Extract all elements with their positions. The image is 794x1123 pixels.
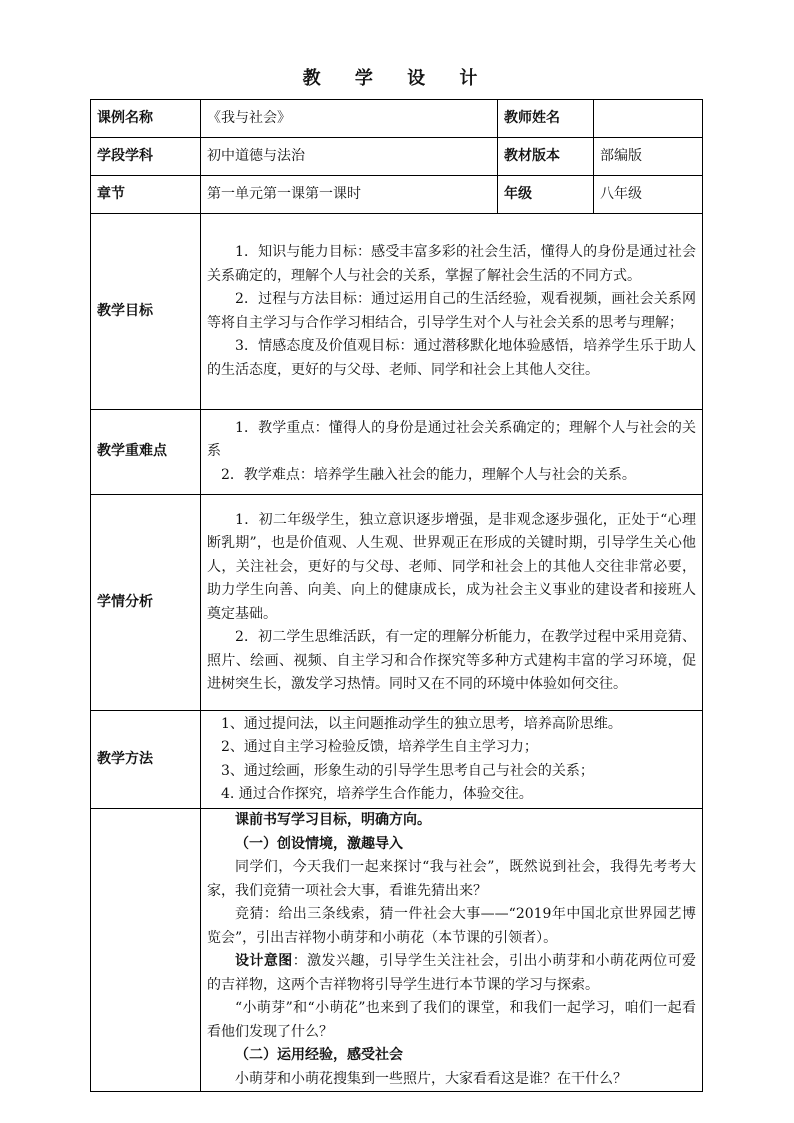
method-item: 1、通过提问法，以主问题推动学生的独立思考，培养高阶思维。 <box>221 715 622 732</box>
textbook-value: 部编版 <box>594 138 703 176</box>
process-section-heading: （一）创设情境，激趣导入 <box>235 835 403 852</box>
process-paragraph: 竞猜：给出三条线索，猜一件社会大事——“2019年中国北京世界园艺博览会”，引出吉祥物小萌芽和小萌花（本节课的引领者）。 <box>207 906 696 946</box>
key-point-item: 1．教学重点：懂得人的身份是通过社会关系确定的；理解个人与社会的关系 <box>207 419 696 460</box>
methods-label: 教学方法 <box>91 711 201 809</box>
objectives-label: 教学目标 <box>91 214 201 410</box>
objectives-content <box>201 214 703 410</box>
methods-content <box>201 711 703 809</box>
course-row <box>91 100 703 138</box>
course-name-value: 《我与社会》 <box>201 100 498 138</box>
process-intro: 课前书写学习目标，明确方向。 <box>235 812 431 828</box>
subject-label: 学段学科 <box>91 138 201 176</box>
method-item: 3、通过绘画，形象生动的引导学生思考自己与社会的关系； <box>221 762 594 779</box>
analysis-label: 学情分析 <box>91 495 201 711</box>
objective-item: 3．情感态度及价值观目标：通过潜移默化地体验感悟，培养学生乐于助人的生活态度，更好的与父母、老师、同学和社会上其他人交往。 <box>207 338 696 378</box>
analysis-item: 2．初二学生思维活跃，有一定的理解分析能力，在教学过程中采用竞猜、照片、绘画、视频、自主学习和合作探究等多种方式建构丰富的学习环境，促进树突生长，激发学习热情。同时又在不同的环境中体验如何交往。 <box>207 629 696 692</box>
objective-item: 2．过程与方法目标：通过运用自己的生活经验，观看视频，画社会关系网等将自主学习与合作学习相结合，引导学生对个人与社会关系的思考与理解； <box>207 291 696 331</box>
grade-label: 年级 <box>498 176 594 214</box>
analysis-row <box>91 495 703 711</box>
process-paragraph: “小萌芽”和“小萌花”也来到了我们的课堂，和我们一起学习，咱们一起看看他们发现了什么？ <box>207 1000 696 1040</box>
objectives-row <box>91 214 703 410</box>
design-intent-paragraph <box>207 950 696 997</box>
key-point-item: 2．教学难点：培养学生融入社会的能力，理解个人与社会的关系。 <box>221 466 636 483</box>
subject-value: 初中道德与法治 <box>201 138 498 176</box>
textbook-label: 教材版本 <box>498 138 594 176</box>
process-paragraph: 小萌芽和小萌花搜集到一些照片，大家看看这是谁？在干什么？ <box>235 1070 627 1087</box>
process-label <box>91 809 201 1092</box>
teacher-name-label: 教师姓名 <box>498 100 594 138</box>
design-intent-text: ：激发兴趣，引导学生关注社会，引出小萌芽和小萌花两位可爱的吉祥物，这两个吉祥物将引导学生进行本节课的学习与探索。 <box>207 953 697 993</box>
analysis-content <box>201 495 703 711</box>
subject-row <box>91 138 703 176</box>
process-content <box>201 809 703 1092</box>
document-title: 教 学 设 计 <box>302 68 492 89</box>
teacher-name-value <box>594 100 703 138</box>
chapter-value: 第一单元第一课第一课时 <box>201 176 498 214</box>
process-paragraph: 同学们，今天我们一起来探讨“我与社会”，既然说到社会，我得先考考大家，我们竞猜一项社会大事，看谁先猜出来？ <box>207 859 696 899</box>
design-intent-label: 设计意图 <box>235 953 293 969</box>
methods-row <box>91 711 703 809</box>
method-item: 2、通过自主学习检验反馈，培养学生自主学习力； <box>221 739 538 755</box>
process-section-heading: （二）运用经验，感受社会 <box>235 1047 403 1063</box>
objective-item: 1．知识与能力目标：感受丰富多彩的社会生活，懂得人的身份是通过社会关系确定的，理解个人与社会的关系，掌握了解社会生活的不同方式。 <box>207 244 696 284</box>
method-item: 4. 通过合作探究，培养学生合作能力，体验交往。 <box>221 786 533 802</box>
grade-value: 八年级 <box>594 176 703 214</box>
chapter-label: 章节 <box>91 176 201 214</box>
analysis-item: 1．初二年级学生，独立意识逐步增强，是非观念逐步强化，正处于“心理断乳期”，也是价值观、人生观、世界观正在形成的关键时期，引导学生关心他人，关注社会，更好的与父母、老师、同学和社会上的其他人交往非常必要，助力学生向善、向美、向上的健康成长，成为社会主义事业的建设者和接班人奠定基础。 <box>207 511 696 622</box>
key-points-row <box>91 410 703 495</box>
key-points-content <box>201 410 703 495</box>
chapter-row <box>91 176 703 214</box>
lesson-plan-table <box>90 99 703 1092</box>
course-name-label: 课例名称 <box>91 100 201 138</box>
key-points-label: 教学重难点 <box>91 410 201 495</box>
process-row <box>91 809 703 1092</box>
